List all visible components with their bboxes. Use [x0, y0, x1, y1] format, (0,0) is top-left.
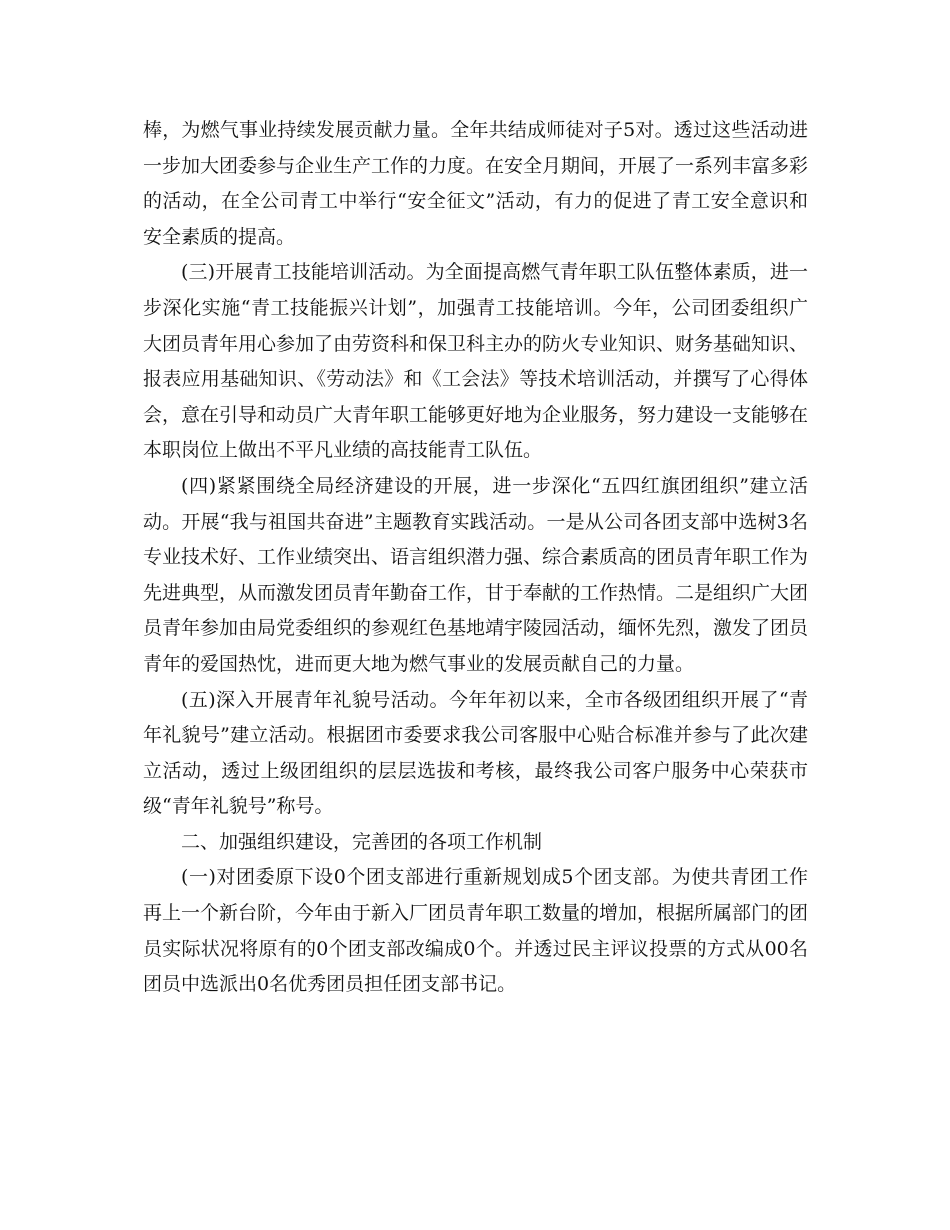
document-body [143, 113, 808, 1003]
section-heading-2: 二、加强组织建设，完善团的各项工作机制 [181, 830, 543, 853]
paragraph-section-5: (五)深入开展青年礼貌号活动。今年年初以来，全市各级团组织开展了“青年礼貌号”建立活动。根据团市委要求我公司客服中心贴合标准并参与了此次建立活动，透过上级团组织的层层选拔和考核，最终我公司客户服务中心荣获市级“青年礼貌号”称号。 [143, 688, 808, 818]
paragraph-section-3: (三)开展青工技能培训活动。为全面提高燃气青年职工队伍整体素质，进一步深化实施“青工技能振兴计划”，加强青工技能培训。今年，公司团委组织广大团员青年用心参加了由劳资科和保卫科主办的防火专业知识、财务基础知识、报表应用基础知识、《劳动法》和《工会法》等技术培训活动，并撰写了心得体会，意在引导和动员广大青年职工能够更好地为企业服务，努力建设一支能够在本职岗位上做出不平凡业绩的高技能青工队伍。 [143, 261, 809, 462]
paragraph-continuation: 棒，为燃气事业持续发展贡献力量。全年共结成师徒对子5对。透过这些活动进一步加大团委参与企业生产工作的力度。在安全月期间，开展了一系列丰富多彩的活动，在全公司青工中举行“安全征文”活动，有力的促进了青工安全意识和安全素质的提高。 [143, 119, 809, 248]
paragraph-section-4: (四)紧紧围绕全局经济建设的开展，进一步深化“五四红旗团组织”建立活动。开展“我与祖国共奋进”主题教育实践活动。一是从公司各团支部中选树3名专业技术好、工作业绩突出、语言组织潜力强、综合素质高的团员青年职工作为先进典型，从而激发团员青年勤奋工作，甘于奉献的工作热情。二是组织广大团员青年参加由局党委组织的参观红色基地靖宇陵园活动，缅怀先烈，激发了团员青年的爱国热忱，进而更大地为燃气事业的发展贡献自己的力量。 [143, 474, 809, 675]
paragraph-subsection-1: (一)对团委原下设0个团支部进行重新规划成5个团支部。为使共青团工作再上一个新台阶，今年由于新入厂团员青年职工数量的增加，根据所属部门的团员实际状况将原有的0个团支部改编成0个。并透过民主评议投票的方式从00名团员中选派出0名优秀团员担任团支部书记。 [143, 866, 809, 996]
